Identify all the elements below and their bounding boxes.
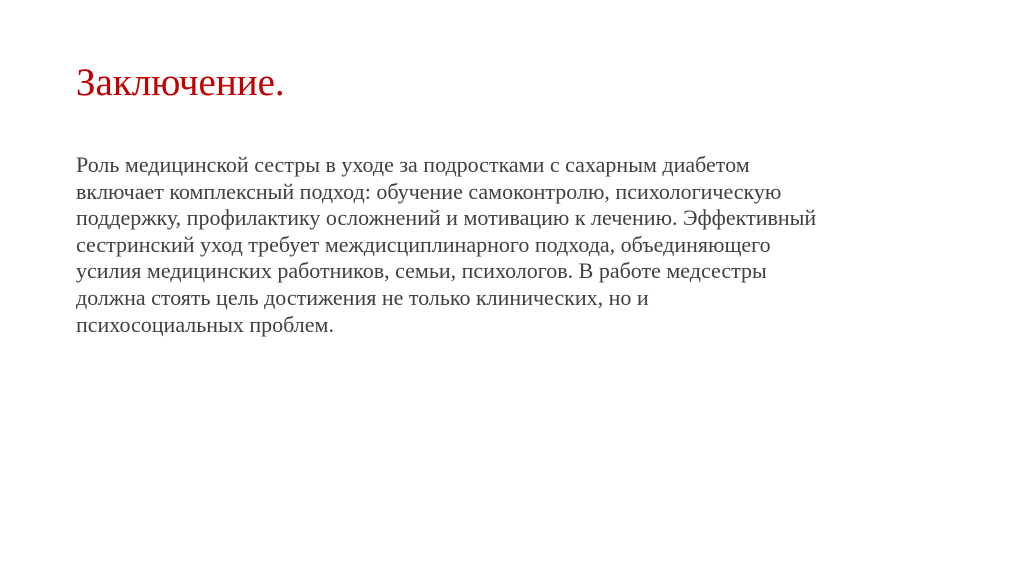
body-line: усилия медицинских работников, семьи, психологов. В работе медсестры: [76, 258, 767, 284]
body-line: Роль медицинской сестры в уходе за подростками с сахарным диабетом: [76, 152, 750, 177]
body-line: сестринский уход требует междисциплинарного подхода, объединяющего: [76, 231, 771, 257]
slide-body-text: [76, 152, 966, 338]
slide-title: Заключение.: [76, 61, 285, 104]
body-line: психосоциальных проблем.: [76, 311, 334, 337]
body-line: должна стоять цель достижения не только клинических, но и: [76, 284, 649, 310]
body-line: включает комплексный подход: обучение самоконтролю, психологическую: [76, 178, 782, 204]
body-line: поддержку, профилактику осложнений и мотивацию к лечению. Эффективный: [76, 205, 817, 231]
